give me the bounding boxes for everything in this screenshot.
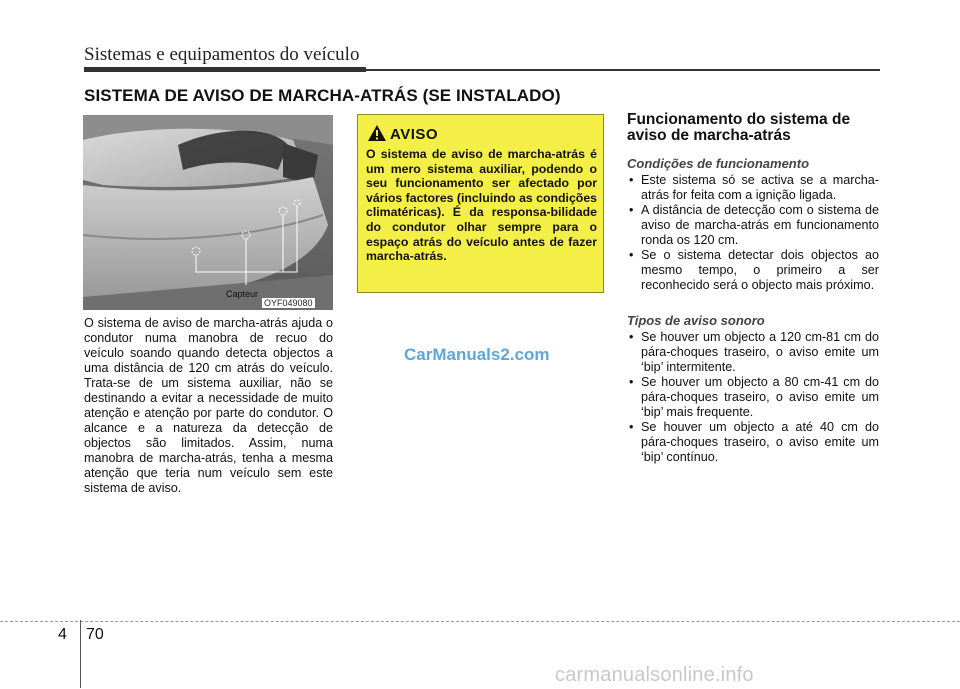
header-rule [84,67,366,72]
header-rule-thin [366,69,880,71]
list-item: • Se o sistema detectar dois objectos ao mesmo tempo, o primeiro a ser reconhecido será o objecto mais próximo. [629,248,879,292]
warning-triangle-icon [368,125,386,146]
conditions-heading: Condições de funcionamento [627,156,810,171]
sound-types-list [627,330,879,465]
warning-text: O sistema de aviso de marcha-atrás é um mero sistema auxiliar, podendo o seu funcionamento ser afectado por vários factores (incluindo as condições climatéricas). É da responsa-bilidade do condutor olhar sempre para o espaço atrás do veículo antes de fazer marcha-atrás. [366,147,597,264]
list-item: • Este sistema só se activa se a marcha-atrás for feita com a ignição ligada. [629,173,879,202]
list-item: • Se houver um objecto a 120 cm-81 cm do pára-choques traseiro, o aviso emite um ‘bip’ intermitente. [629,330,879,374]
page-number: 70 [86,626,104,643]
right-column [627,112,879,465]
page-header-title: Sistemas e equipamentos do veículo [84,44,360,65]
intro-paragraph: O sistema de aviso de marcha-atrás ajuda o condutor numa manobra de recuo do veículo soando quando detecta objectos a uma distância de 120 cm atrás do veículo. Trata-se de um sistema auxiliar, não se destinando a evitar a necessidade de muito atenção e atenção por parte do condutor. O alcance e a natureza da detecção de objectos são limitados. Assim, numa manobra de marcha-atrás, tenha a mesma atenção que teria num veículo sem este sistema de aviso. [84,316,333,495]
sensor-label: Capteur [226,289,259,299]
list-item: • A distância de detecção com o sistema de aviso de marcha-atrás em funcionamento ronda os 120 cm. [629,203,879,247]
car-rear-image [83,115,333,310]
operation-heading: Funcionamento do sistema de aviso de marcha-atrás [627,111,851,144]
warning-box [357,114,604,293]
conditions-list [627,173,879,293]
list-item: • Se houver um objecto a 80 cm-41 cm do pára-choques traseiro, o aviso emite um ‘bip’ mais frequente. [629,375,879,419]
chapter-number: 4 [58,626,67,643]
footer-divider [0,621,960,622]
sound-types-heading: Tipos de aviso sonoro [627,313,765,328]
section-title: SISTEMA DE AVISO DE MARCHA-ATRÁS (SE INSTALADO) [84,86,561,105]
footer-vertical-rule [80,620,81,688]
list-item: • Se houver um objecto a até 40 cm do pára-choques traseiro, o aviso emite um ‘bip’ contínuo. [629,420,879,464]
site-watermark: CarManuals2.com [404,345,550,364]
figure-code: OYF049080 [264,298,313,308]
footer-site-watermark: carmanualsonline.info [555,664,754,686]
warning-heading: AVISO [390,126,439,143]
car-rear-illustration [83,115,333,310]
